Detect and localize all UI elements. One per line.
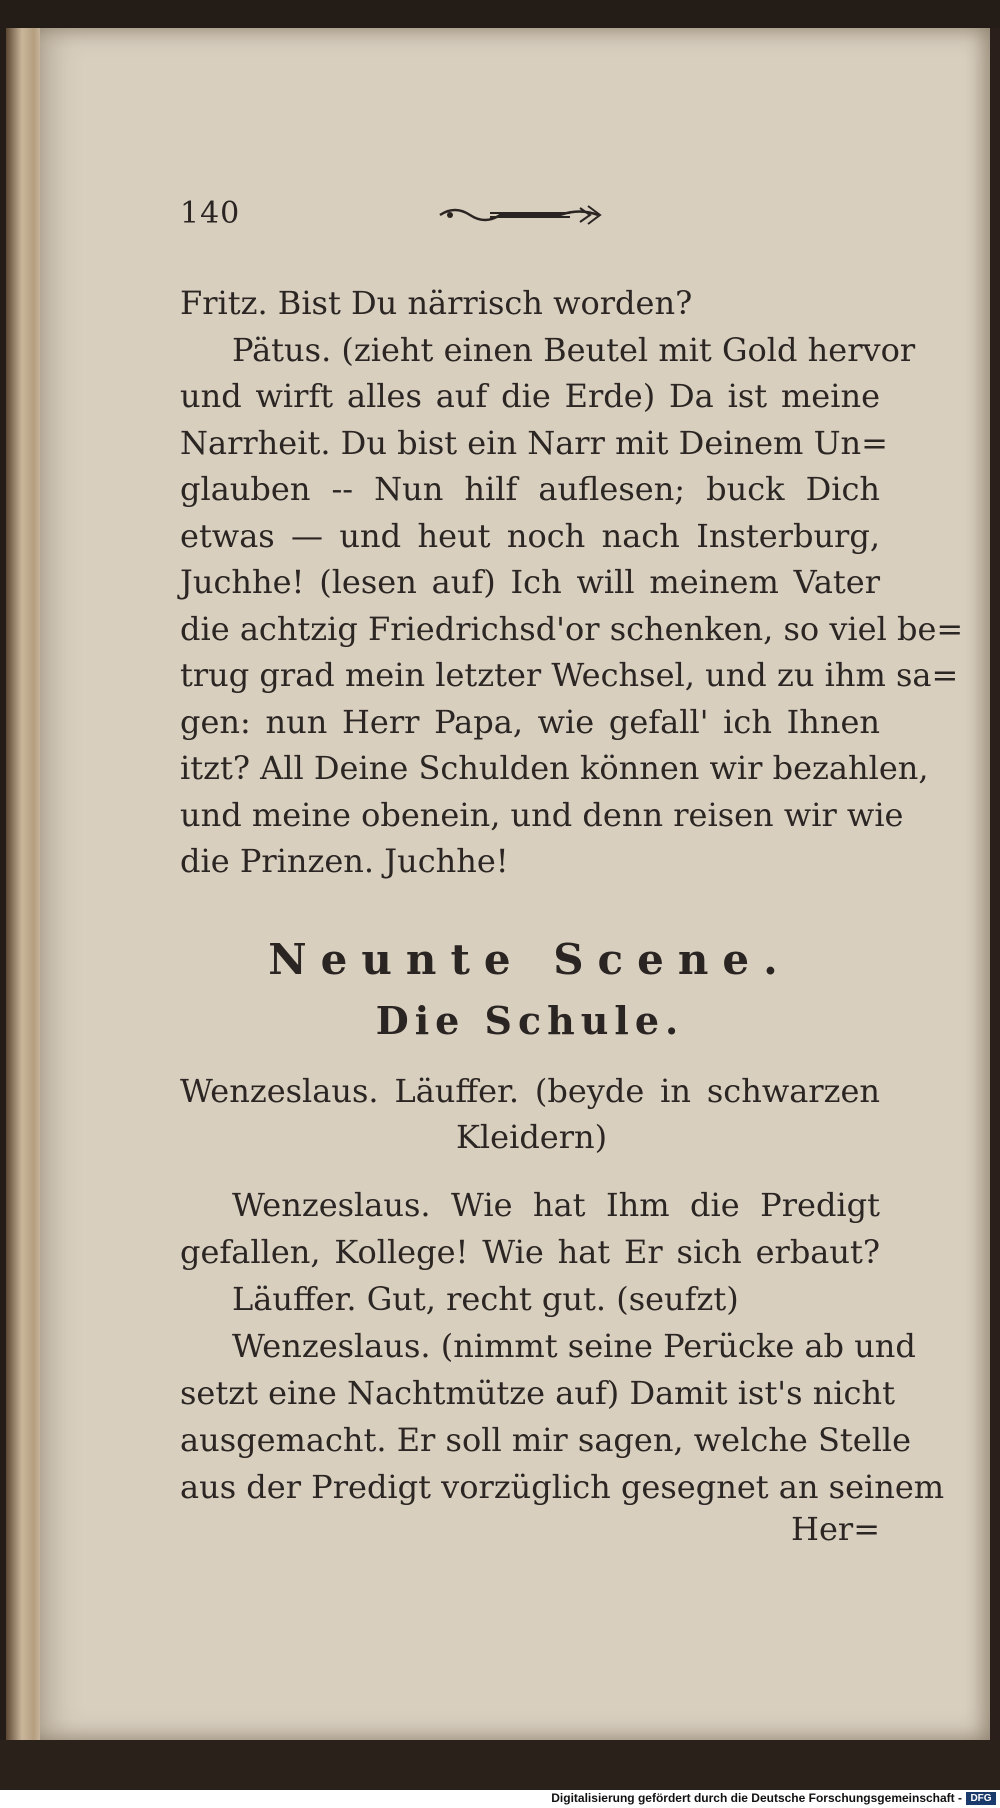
page-header <box>180 196 880 236</box>
text-line: und meine obenein, und denn reisen wir wie <box>180 795 904 834</box>
cast-line: Wenzeslaus. Läuffer. (beyde in schwarzen <box>180 1072 880 1110</box>
text-line: trug grad mein letzter Wechsel, und zu ihm sa= <box>180 656 959 694</box>
page-bottom-shadow <box>0 1740 1000 1790</box>
page-right-shadow <box>990 28 1000 1740</box>
digitization-footer <box>0 1790 1000 1808</box>
page-number: 140 <box>180 196 241 231</box>
text-line: setzt eine Nachtmütze auf) Damit ist's nicht <box>180 1374 895 1412</box>
catchword: Her= <box>791 1510 880 1548</box>
text-line: Wenzeslaus. (nimmt seine Perücke ab und <box>232 1327 916 1365</box>
cast-list <box>180 1068 880 1160</box>
text-line: Pätus. (zieht einen Beutel mit Gold hervor <box>232 330 916 369</box>
text-line: etwas — und heut noch nach Insterburg, <box>180 516 880 555</box>
text-line: itzt? All Deine Schulden können wir bezahlen, <box>180 749 929 787</box>
text-line: und wirft alles auf die Erde) Da ist meine <box>180 377 880 415</box>
text-line: aus der Predigt vorzüglich gesegnet an seinem <box>180 1468 945 1506</box>
text-line: die achtzig Friedrichsd'or schenken, so viel be= <box>180 609 964 648</box>
text-line: Juchhe! (lesen auf) Ich will meinem Vater <box>180 563 880 601</box>
text-line: Fritz. Bist Du närrisch worden? <box>180 284 693 322</box>
text-line: gen: nun Herr Papa, wie gefall' ich Ihnen <box>180 702 880 741</box>
scene-title: Neunte Scene. <box>268 935 792 984</box>
text-line: ausgemacht. Er soll mir sagen, welche Stelle <box>180 1421 912 1459</box>
dialogue-paragraph-1 <box>180 280 964 885</box>
footer-credit: Digitalisierung gefördert durch die Deutsche Forschungsgemeinschaft - <box>551 1791 962 1805</box>
text-line: die Prinzen. Juchhe! <box>180 842 509 880</box>
scene-location: Die Schule. <box>375 998 685 1043</box>
dfg-logo-icon: DFG <box>966 1792 996 1805</box>
cast-line: Kleidern) <box>456 1118 608 1156</box>
text-line: Läuffer. Gut, recht gut. (seufzt) <box>232 1280 739 1318</box>
text-line: Narrheit. Du bist ein Narr mit Deinem Un= <box>180 423 888 462</box>
text-line: gefallen, Kollege! Wie hat Er sich erbaut? <box>180 1233 880 1271</box>
dialogue-paragraph-2 <box>180 1182 945 1511</box>
ornament-icon <box>430 200 610 230</box>
text-line: Wenzeslaus. Wie hat Ihm die Predigt <box>232 1186 880 1224</box>
text-line: glauben -- Nun hilf auflesen; buck Dich <box>180 470 880 508</box>
